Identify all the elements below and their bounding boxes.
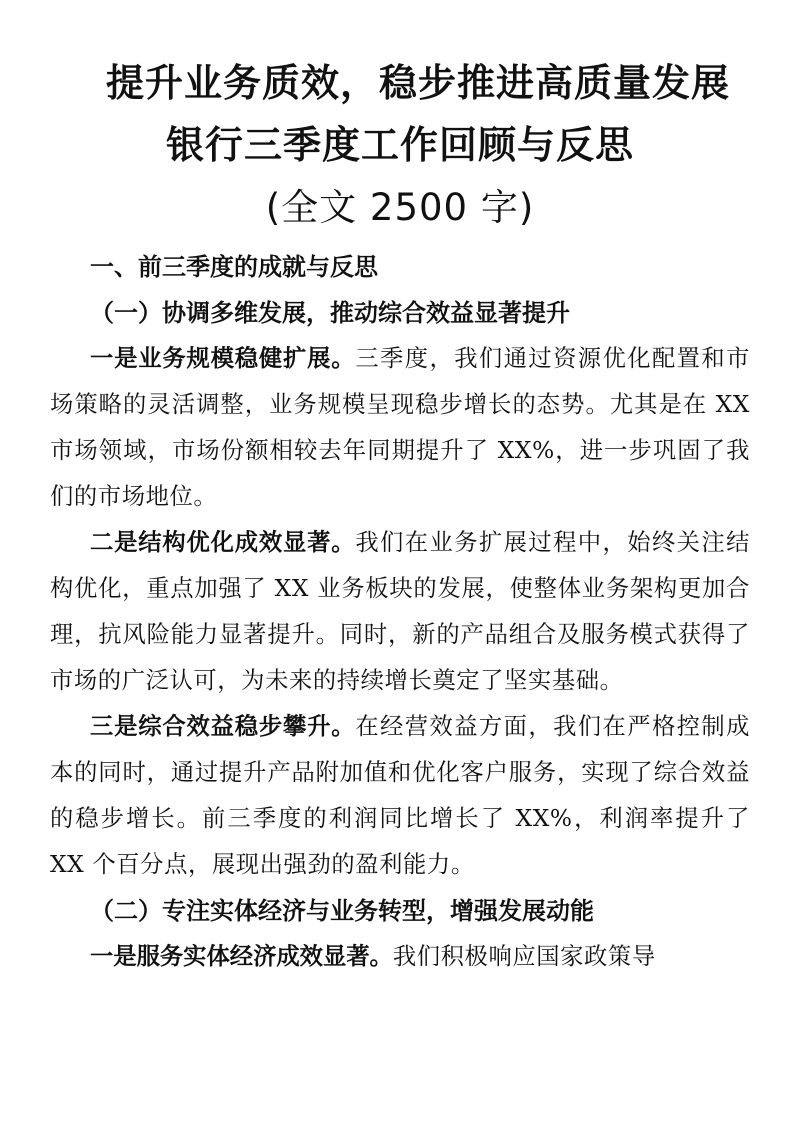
paragraph-lead: 三是综合效益稳步攀升。 — [90, 713, 356, 740]
document-title-line-2: 银行三季度工作回顾与反思 — [165, 123, 634, 167]
paragraph-text: 在经营效益方面，我们在严格控制成本的同时，通过提升产品附加值和优化客户服务，实现了综合效益的稳步增长。前三季度的利润同比增长了 XX%，利润率提升了 XX 个百分点，展现出强劲的盈利能力。 — [50, 713, 750, 878]
section-1-heading: 一、前三季度的成就与反思 — [90, 253, 378, 281]
paragraph-text: 我们在业务扩展过程中，始终关注结构优化，重点加强了 XX 业务板块的发展，使整体业务架构更加合理，抗风险能力显著提升。同时，新的产品组合及服务模式获得了市场的广泛认可，为未来的持续增长奠定了坚实基础。 — [50, 529, 750, 694]
subsection-1-heading: （一）协调多维发展，推动综合效益显著提升 — [90, 299, 570, 327]
paragraph-text: 三季度，我们通过资源优化配置和市场策略的灵活调整，业务规模呈现稳步增长的态势。尤其是在 XX 市场领域，市场份额相较去年同期提升了 XX%，进一步巩固了我们的市场地位。 — [50, 345, 750, 510]
subsection-2-heading: （二）专注实体经济与业务转型，增强发展动能 — [90, 897, 594, 925]
paragraph — [50, 704, 750, 888]
paragraph-lead: 二是结构优化成效显著。 — [90, 529, 356, 556]
paragraph — [50, 934, 750, 980]
paragraph — [50, 336, 750, 520]
document-title-line-1: 提升业务质效，稳步推进高质量发展 — [105, 61, 730, 105]
paragraph-lead: 一是服务实体经济成效显著。 — [90, 943, 393, 970]
document-page — [50, 52, 750, 980]
document-title-length-note: (全文 2500 字) — [265, 186, 535, 229]
paragraph-text: 我们积极响应国家政策导 — [392, 943, 656, 970]
paragraph — [50, 520, 750, 704]
paragraph-lead: 一是业务规模稳健扩展。 — [90, 345, 356, 372]
